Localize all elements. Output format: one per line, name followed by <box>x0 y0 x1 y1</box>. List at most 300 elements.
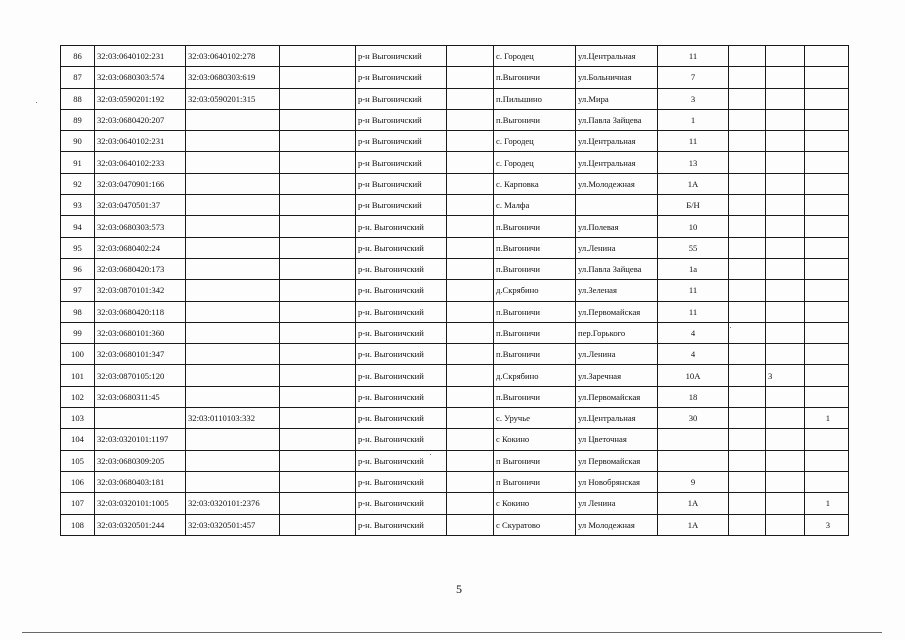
row-number-cell: 106 <box>61 471 95 492</box>
table-row <box>61 322 849 343</box>
row-number-cell: 102 <box>61 386 95 407</box>
empty-cell <box>447 237 494 258</box>
extra-value-cell: 3 <box>805 514 849 535</box>
street-cell: ул.Полевая <box>576 216 658 237</box>
row-number-cell: 105 <box>61 450 95 471</box>
registry-table-body <box>61 46 849 536</box>
extra-value-cell <box>766 386 805 407</box>
extra-value-cell <box>766 322 805 343</box>
house-number-cell: Б/Н <box>658 195 729 216</box>
empty-cell <box>447 46 494 67</box>
row-number-cell: 92 <box>61 173 95 194</box>
table-row <box>61 46 849 67</box>
empty-cell <box>447 88 494 109</box>
cadastral-number-2-cell <box>186 365 280 386</box>
extra-value-cell <box>766 46 805 67</box>
empty-cell <box>447 429 494 450</box>
empty-cell <box>447 152 494 173</box>
empty-cell <box>280 493 356 514</box>
district-cell: р-н Выгоничский <box>356 152 447 173</box>
empty-cell <box>447 258 494 279</box>
extra-value-cell <box>729 173 766 194</box>
district-cell: р-н Выгоничский <box>356 131 447 152</box>
extra-value-cell <box>729 450 766 471</box>
house-number-cell: 4 <box>658 322 729 343</box>
cadastral-number-2-cell: 32:03:0320501:457 <box>186 514 280 535</box>
table-row <box>61 280 849 301</box>
row-number-cell: 86 <box>61 46 95 67</box>
extra-value-cell: 3 <box>766 365 805 386</box>
empty-cell <box>447 386 494 407</box>
extra-value-cell <box>766 429 805 450</box>
empty-cell <box>280 280 356 301</box>
extra-value-cell <box>766 152 805 173</box>
settlement-cell: п.Выгоничи <box>494 344 576 365</box>
extra-value-cell <box>805 67 849 88</box>
row-number-cell: 98 <box>61 301 95 322</box>
extra-value-cell <box>766 195 805 216</box>
table-row <box>61 152 849 173</box>
cadastral-number-cell: 32:03:0640102:233 <box>95 152 186 173</box>
settlement-cell: п.Выгоничи <box>494 258 576 279</box>
row-number-cell: 100 <box>61 344 95 365</box>
settlement-cell: п.Выгоничи <box>494 67 576 88</box>
street-cell: ул.Павла Зайцева <box>576 109 658 130</box>
empty-cell <box>280 322 356 343</box>
cadastral-number-cell: 32:03:0590201:192 <box>95 88 186 109</box>
street-cell: ул Ленина <box>576 493 658 514</box>
table-row <box>61 237 849 258</box>
cadastral-number-2-cell: 32:03:0110103:332 <box>186 408 280 429</box>
extra-value-cell: 1 <box>805 408 849 429</box>
settlement-cell: с. Городец <box>494 46 576 67</box>
cadastral-number-2-cell <box>186 386 280 407</box>
table-row <box>61 386 849 407</box>
cadastral-number-2-cell: 32:03:0320101:2376 <box>186 493 280 514</box>
cadastral-number-cell: 32:03:0680303:574 <box>95 67 186 88</box>
extra-value-cell <box>766 216 805 237</box>
street-cell: ул.Первомайская <box>576 386 658 407</box>
street-cell: ул Молодежная <box>576 514 658 535</box>
empty-cell <box>447 365 494 386</box>
empty-cell <box>280 344 356 365</box>
settlement-cell: с. Городец <box>494 131 576 152</box>
row-number-cell: 97 <box>61 280 95 301</box>
cadastral-number-cell: 32:03:0680420:207 <box>95 109 186 130</box>
empty-cell <box>447 514 494 535</box>
table-row <box>61 344 849 365</box>
extra-value-cell <box>805 152 849 173</box>
extra-value-cell <box>766 344 805 365</box>
extra-value-cell <box>729 46 766 67</box>
row-number-cell: 96 <box>61 258 95 279</box>
empty-cell <box>280 514 356 535</box>
extra-value-cell <box>729 258 766 279</box>
district-cell: р-н. Выгоничский <box>356 429 447 450</box>
extra-value-cell <box>805 237 849 258</box>
table-row <box>61 195 849 216</box>
house-number-cell: 7 <box>658 67 729 88</box>
cadastral-number-cell: 32:03:0640102:231 <box>95 46 186 67</box>
row-number-cell: 101 <box>61 365 95 386</box>
extra-value-cell <box>729 493 766 514</box>
empty-cell <box>447 344 494 365</box>
cadastral-number-cell: 32:03:0680303:573 <box>95 216 186 237</box>
extra-value-cell <box>729 109 766 130</box>
cadastral-number-cell: 32:03:0320101:1005 <box>95 493 186 514</box>
extra-value-cell <box>729 471 766 492</box>
cadastral-number-2-cell <box>186 322 280 343</box>
extra-value-cell <box>729 386 766 407</box>
extra-value-cell <box>805 301 849 322</box>
district-cell: р-н. Выгоничский <box>356 408 447 429</box>
row-number-cell: 89 <box>61 109 95 130</box>
cadastral-number-cell: 32:03:0870105:120 <box>95 365 186 386</box>
table-row <box>61 67 849 88</box>
cadastral-number-cell: 32:03:0680402:24 <box>95 237 186 258</box>
empty-cell <box>280 450 356 471</box>
empty-cell <box>280 46 356 67</box>
extra-value-cell <box>766 450 805 471</box>
cadastral-number-2-cell <box>186 450 280 471</box>
extra-value-cell <box>805 131 849 152</box>
empty-cell <box>447 493 494 514</box>
cadastral-number-cell <box>95 408 186 429</box>
extra-value-cell <box>766 131 805 152</box>
table-row <box>61 450 849 471</box>
extra-value-cell <box>729 131 766 152</box>
house-number-cell: 1А <box>658 173 729 194</box>
settlement-cell: с Кокино <box>494 429 576 450</box>
extra-value-cell <box>729 344 766 365</box>
registry-table <box>60 45 849 536</box>
empty-cell <box>447 131 494 152</box>
cadastral-number-2-cell <box>186 471 280 492</box>
table-row <box>61 131 849 152</box>
empty-cell <box>280 301 356 322</box>
empty-cell <box>280 237 356 258</box>
scan-artifact-speck <box>36 102 37 103</box>
table-row <box>61 301 849 322</box>
extra-value-cell <box>729 365 766 386</box>
house-number-cell: 11 <box>658 46 729 67</box>
extra-value-cell <box>766 109 805 130</box>
table-row <box>61 173 849 194</box>
house-number-cell: 13 <box>658 152 729 173</box>
table-row <box>61 365 849 386</box>
empty-cell <box>447 67 494 88</box>
row-number-cell: 103 <box>61 408 95 429</box>
empty-cell <box>447 408 494 429</box>
row-number-cell: 95 <box>61 237 95 258</box>
extra-value-cell <box>766 67 805 88</box>
district-cell: р-н. Выгоничский <box>356 386 447 407</box>
empty-cell <box>280 88 356 109</box>
empty-cell <box>280 471 356 492</box>
street-cell: ул.Павла Зайцева <box>576 258 658 279</box>
extra-value-cell <box>729 88 766 109</box>
street-cell: ул.Ленина <box>576 237 658 258</box>
cadastral-number-2-cell: 32:03:0680303:619 <box>186 67 280 88</box>
empty-cell <box>447 322 494 343</box>
extra-value-cell <box>729 237 766 258</box>
row-number-cell: 99 <box>61 322 95 343</box>
cadastral-number-cell: 32:03:0680420:118 <box>95 301 186 322</box>
row-number-cell: 91 <box>61 152 95 173</box>
house-number-cell: 10 <box>658 216 729 237</box>
table-row <box>61 429 849 450</box>
settlement-cell: п Выгоничи <box>494 471 576 492</box>
extra-value-cell <box>805 450 849 471</box>
house-number-cell: 55 <box>658 237 729 258</box>
district-cell: р-н. Выгоничский <box>356 450 447 471</box>
extra-value-cell <box>729 322 766 343</box>
extra-value-cell <box>729 514 766 535</box>
extra-value-cell <box>805 88 849 109</box>
empty-cell <box>447 471 494 492</box>
table-row <box>61 216 849 237</box>
district-cell: р-н. Выгоничский <box>356 301 447 322</box>
street-cell <box>576 195 658 216</box>
house-number-cell: 11 <box>658 131 729 152</box>
district-cell: р-н Выгоничский <box>356 88 447 109</box>
extra-value-cell <box>766 408 805 429</box>
extra-value-cell <box>805 322 849 343</box>
scan-artifact-speck <box>730 327 731 328</box>
street-cell: ул Новобрянская <box>576 471 658 492</box>
empty-cell <box>280 173 356 194</box>
row-number-cell: 107 <box>61 493 95 514</box>
row-number-cell: 88 <box>61 88 95 109</box>
settlement-cell: п.Выгоничи <box>494 216 576 237</box>
cadastral-number-cell: 32:03:0680309:205 <box>95 450 186 471</box>
house-number-cell: 4 <box>658 344 729 365</box>
extra-value-cell <box>766 173 805 194</box>
table-row <box>61 514 849 535</box>
table-row <box>61 471 849 492</box>
extra-value-cell <box>805 46 849 67</box>
empty-cell <box>447 301 494 322</box>
district-cell: р-н. Выгоничский <box>356 365 447 386</box>
house-number-cell: 18 <box>658 386 729 407</box>
cadastral-number-2-cell <box>186 216 280 237</box>
street-cell: ул.Центральная <box>576 131 658 152</box>
street-cell: ул.Центральная <box>576 408 658 429</box>
extra-value-cell <box>805 471 849 492</box>
settlement-cell: п.Выгоничи <box>494 301 576 322</box>
cadastral-number-cell: 32:03:0680101:360 <box>95 322 186 343</box>
extra-value-cell <box>729 280 766 301</box>
empty-cell <box>280 365 356 386</box>
cadastral-number-2-cell: 32:03:0640102:278 <box>186 46 280 67</box>
extra-value-cell <box>805 344 849 365</box>
settlement-cell: с Кокино <box>494 493 576 514</box>
district-cell: р-н Выгоничский <box>356 195 447 216</box>
extra-value-cell <box>805 365 849 386</box>
settlement-cell: п Выгоничи <box>494 450 576 471</box>
district-cell: р-н. Выгоничский <box>356 322 447 343</box>
street-cell: пер.Горького <box>576 322 658 343</box>
cadastral-number-cell: 32:03:0320501:244 <box>95 514 186 535</box>
empty-cell <box>280 429 356 450</box>
table-row <box>61 109 849 130</box>
empty-cell <box>280 109 356 130</box>
table-row <box>61 408 849 429</box>
settlement-cell: п.Выгоничи <box>494 109 576 130</box>
settlement-cell: д.Скрябино <box>494 365 576 386</box>
extra-value-cell <box>805 173 849 194</box>
house-number-cell: 30 <box>658 408 729 429</box>
empty-cell <box>447 280 494 301</box>
district-cell: р-н. Выгоничский <box>356 344 447 365</box>
extra-value-cell <box>729 195 766 216</box>
district-cell: р-н. Выгоничский <box>356 216 447 237</box>
extra-value-cell <box>766 301 805 322</box>
cadastral-number-2-cell <box>186 195 280 216</box>
extra-value-cell <box>766 471 805 492</box>
extra-value-cell <box>805 429 849 450</box>
extra-value-cell <box>766 258 805 279</box>
street-cell: ул.Заречная <box>576 365 658 386</box>
extra-value-cell <box>766 514 805 535</box>
empty-cell <box>280 216 356 237</box>
empty-cell <box>280 67 356 88</box>
cadastral-number-2-cell <box>186 109 280 130</box>
settlement-cell: с. Карповка <box>494 173 576 194</box>
row-number-cell: 90 <box>61 131 95 152</box>
page-number: 5 <box>456 582 462 596</box>
cadastral-number-cell: 32:03:0680101:347 <box>95 344 186 365</box>
extra-value-cell <box>805 195 849 216</box>
cadastral-number-2-cell <box>186 258 280 279</box>
street-cell: ул.Ленина <box>576 344 658 365</box>
street-cell: ул.Зеленая <box>576 280 658 301</box>
settlement-cell: с. Уручье <box>494 408 576 429</box>
district-cell: р-н. Выгоничский <box>356 237 447 258</box>
extra-value-cell: 1 <box>805 493 849 514</box>
cadastral-number-cell: 32:03:0870101:342 <box>95 280 186 301</box>
cadastral-number-2-cell <box>186 237 280 258</box>
table-row <box>61 493 849 514</box>
extra-value-cell <box>729 408 766 429</box>
empty-cell <box>447 173 494 194</box>
row-number-cell: 93 <box>61 195 95 216</box>
empty-cell <box>280 152 356 173</box>
street-cell: ул Цветочная <box>576 429 658 450</box>
settlement-cell: с. Малфа <box>494 195 576 216</box>
empty-cell <box>280 195 356 216</box>
house-number-cell: 1 <box>658 109 729 130</box>
cadastral-number-2-cell <box>186 280 280 301</box>
extra-value-cell <box>766 280 805 301</box>
extra-value-cell <box>729 301 766 322</box>
district-cell: р-н. Выгоничский <box>356 514 447 535</box>
district-cell: р-н Выгоничский <box>356 67 447 88</box>
row-number-cell: 94 <box>61 216 95 237</box>
extra-value-cell <box>729 67 766 88</box>
extra-value-cell <box>805 386 849 407</box>
district-cell: р-н Выгоничский <box>356 46 447 67</box>
cadastral-number-cell: 32:03:0680420:173 <box>95 258 186 279</box>
street-cell: ул.Молодежная <box>576 173 658 194</box>
settlement-cell: д.Скрябино <box>494 280 576 301</box>
empty-cell <box>280 408 356 429</box>
settlement-cell: с. Городец <box>494 152 576 173</box>
district-cell: р-н. Выгоничский <box>356 258 447 279</box>
extra-value-cell <box>729 429 766 450</box>
district-cell: р-н Выгоничский <box>356 173 447 194</box>
house-number-cell <box>658 450 729 471</box>
scan-artifact-speck <box>430 454 431 455</box>
extra-value-cell <box>766 237 805 258</box>
extra-value-cell <box>729 216 766 237</box>
house-number-cell: 10А <box>658 365 729 386</box>
cadastral-number-2-cell <box>186 152 280 173</box>
street-cell: ул Первомайская <box>576 450 658 471</box>
row-number-cell: 108 <box>61 514 95 535</box>
table-row <box>61 258 849 279</box>
district-cell: р-н Выгоничский <box>356 109 447 130</box>
extra-value-cell <box>766 88 805 109</box>
settlement-cell: с Скуратово <box>494 514 576 535</box>
cadastral-number-cell: 32:03:0470901:166 <box>95 173 186 194</box>
table-row <box>61 88 849 109</box>
district-cell: р-н. Выгоничский <box>356 493 447 514</box>
cadastral-number-2-cell <box>186 173 280 194</box>
house-number-cell: 1А <box>658 493 729 514</box>
district-cell: р-н. Выгоничский <box>356 471 447 492</box>
street-cell: ул.Больничная <box>576 67 658 88</box>
empty-cell <box>447 195 494 216</box>
cadastral-number-cell: 32:03:0640102:231 <box>95 131 186 152</box>
house-number-cell: 1а <box>658 258 729 279</box>
extra-value-cell <box>805 216 849 237</box>
cadastral-number-cell: 32:03:0320101:1197 <box>95 429 186 450</box>
extra-value-cell <box>729 152 766 173</box>
house-number-cell: 11 <box>658 280 729 301</box>
row-number-cell: 104 <box>61 429 95 450</box>
settlement-cell: п.Пильшино <box>494 88 576 109</box>
empty-cell <box>280 258 356 279</box>
cadastral-number-2-cell <box>186 301 280 322</box>
cadastral-number-cell: 32:03:0470501:37 <box>95 195 186 216</box>
cadastral-number-cell: 32:03:0680403:181 <box>95 471 186 492</box>
empty-cell <box>447 109 494 130</box>
settlement-cell: п.Выгоничи <box>494 237 576 258</box>
street-cell: ул.Центральная <box>576 152 658 173</box>
house-number-cell <box>658 429 729 450</box>
scan-artifact-line <box>22 632 882 633</box>
row-number-cell: 87 <box>61 67 95 88</box>
street-cell: ул.Мира <box>576 88 658 109</box>
settlement-cell: п.Выгоничи <box>494 386 576 407</box>
empty-cell <box>447 216 494 237</box>
house-number-cell: 1А <box>658 514 729 535</box>
cadastral-number-2-cell <box>186 429 280 450</box>
house-number-cell: 3 <box>658 88 729 109</box>
district-cell: р-н. Выгоничский <box>356 280 447 301</box>
empty-cell <box>447 450 494 471</box>
empty-cell <box>280 386 356 407</box>
extra-value-cell <box>766 493 805 514</box>
house-number-cell: 11 <box>658 301 729 322</box>
extra-value-cell <box>805 258 849 279</box>
cadastral-number-2-cell <box>186 131 280 152</box>
cadastral-number-2-cell <box>186 344 280 365</box>
cadastral-number-cell: 32:03:0680311:45 <box>95 386 186 407</box>
street-cell: ул.Центральная <box>576 46 658 67</box>
extra-value-cell <box>805 280 849 301</box>
